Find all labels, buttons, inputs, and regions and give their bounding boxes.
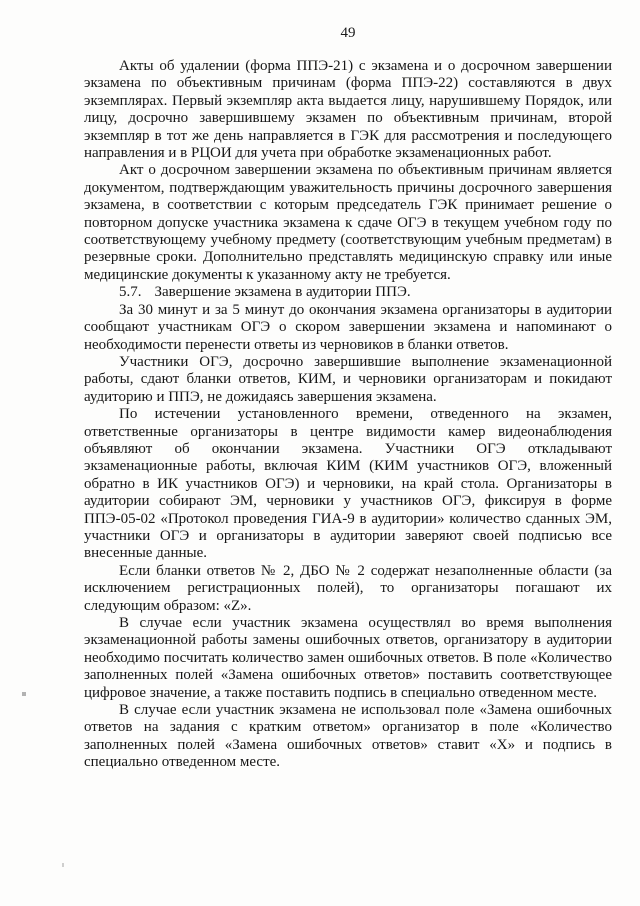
paragraph-exam-end-procedure: По истечении установленного времени, отведенного на экзамен, ответственные организаторы в центре видимости камер видеонаблюдения объявляют об окончании экзамена. Участники ОГЭ откладывают экзаменационные работы, включая КИМ (КИМ участников ОГЭ, вложенный обратно в ИК участников ОГЭ) и черновики, на край стола. Организаторы в аудитории собирают ЭМ, черновики у участников ОГЭ, фиксируя в форме ППЭ-05-02 «Протокол проведения ГИА-9 в аудитории» количество сданных ЭМ, участники ОГЭ и организаторы в аудитории заверяют своей подписью все внесенные данные. — [84, 406, 612, 562]
paragraph-answer-replacements-count: В случае если участник экзамена осуществлял во время выполнения экзаменационной работы замены ошибочных ответов, организатору в аудитории необходимо посчитать количество замен ошибочных ответов. В поле «Количество заполненных полей «Замена ошибочных ответов» поставить соответствующее цифровое значение, а также поставить подпись в специально отведенном месте. — [84, 615, 612, 701]
paragraph-30-5-minutes-warning: За 30 минут и за 5 минут до окончания экзамена организаторы в аудитории сообщают участникам ОГЭ о скором завершении экзамена и напоминают о необходимости перенести ответы из черновиков в бланки ответов. — [84, 301, 612, 353]
paragraph-early-completion-act: Акт о досрочном завершении экзамена по объективным причинам является документом, подтверждающим уважительность причины досрочного завершения экзамена, в соответствии с которым председатель ГЭК принимает решение о повторном допуске участника экзамена к сдаче ОГЭ в текущем учебном году по соответствующему учебному предмету (соответствующим учебным предметам) в резервные сроки. Дополнительно представлять медицинскую справку или иные медицинские документы к указанному акту не требуется. — [84, 162, 612, 283]
paragraph-acts-removal: Акты об удалении (форма ППЭ-21) с экзамена и о досрочном завершении экзамена по объективным причинам (форма ППЭ-22) составляются в двух экземплярах. Первый экземпляр акта выдается лицу, нарушившему Порядок, или лицу, досрочно завершившему экзамен по объективным причинам, второй экземпляр в тот же день направляется в ГЭК для рассмотрения и последующего направления и в РЦОИ для учета при обработке экзаменационных работ. — [84, 58, 612, 162]
document-content — [84, 58, 612, 772]
paragraph-blank-areas-z: Если бланки ответов № 2, ДБО № 2 содержат незаполненные области (за исключением регистрационных полей), то организаторы погашают их следующим образом: «Z». — [84, 562, 612, 614]
section-heading-5-7 — [84, 284, 612, 301]
section-number: 5.7. — [119, 284, 142, 301]
paragraph-early-finishers: Участники ОГЭ, досрочно завершившие выполнение экзаменационной работы, сдают бланки ответов, КИМ, и черновики организаторам и покидают аудиторию и ППЭ, не дожидаясь завершения экзамена. — [84, 353, 612, 405]
section-title: Завершение экзамена в аудитории ППЭ. — [154, 284, 411, 301]
scan-speck — [62, 863, 64, 867]
scan-speck — [22, 692, 26, 696]
paragraph-replacements-not-used: В случае если участник экзамена не использовал поле «Замена ошибочных ответов на задания с кратким ответом» организатор в поле «Количество заполненных полей «Замена ошибочных ответов» ставит «Х» и подпись в специально отведенном месте. — [84, 702, 612, 771]
page-number: 49 — [340, 25, 356, 41]
